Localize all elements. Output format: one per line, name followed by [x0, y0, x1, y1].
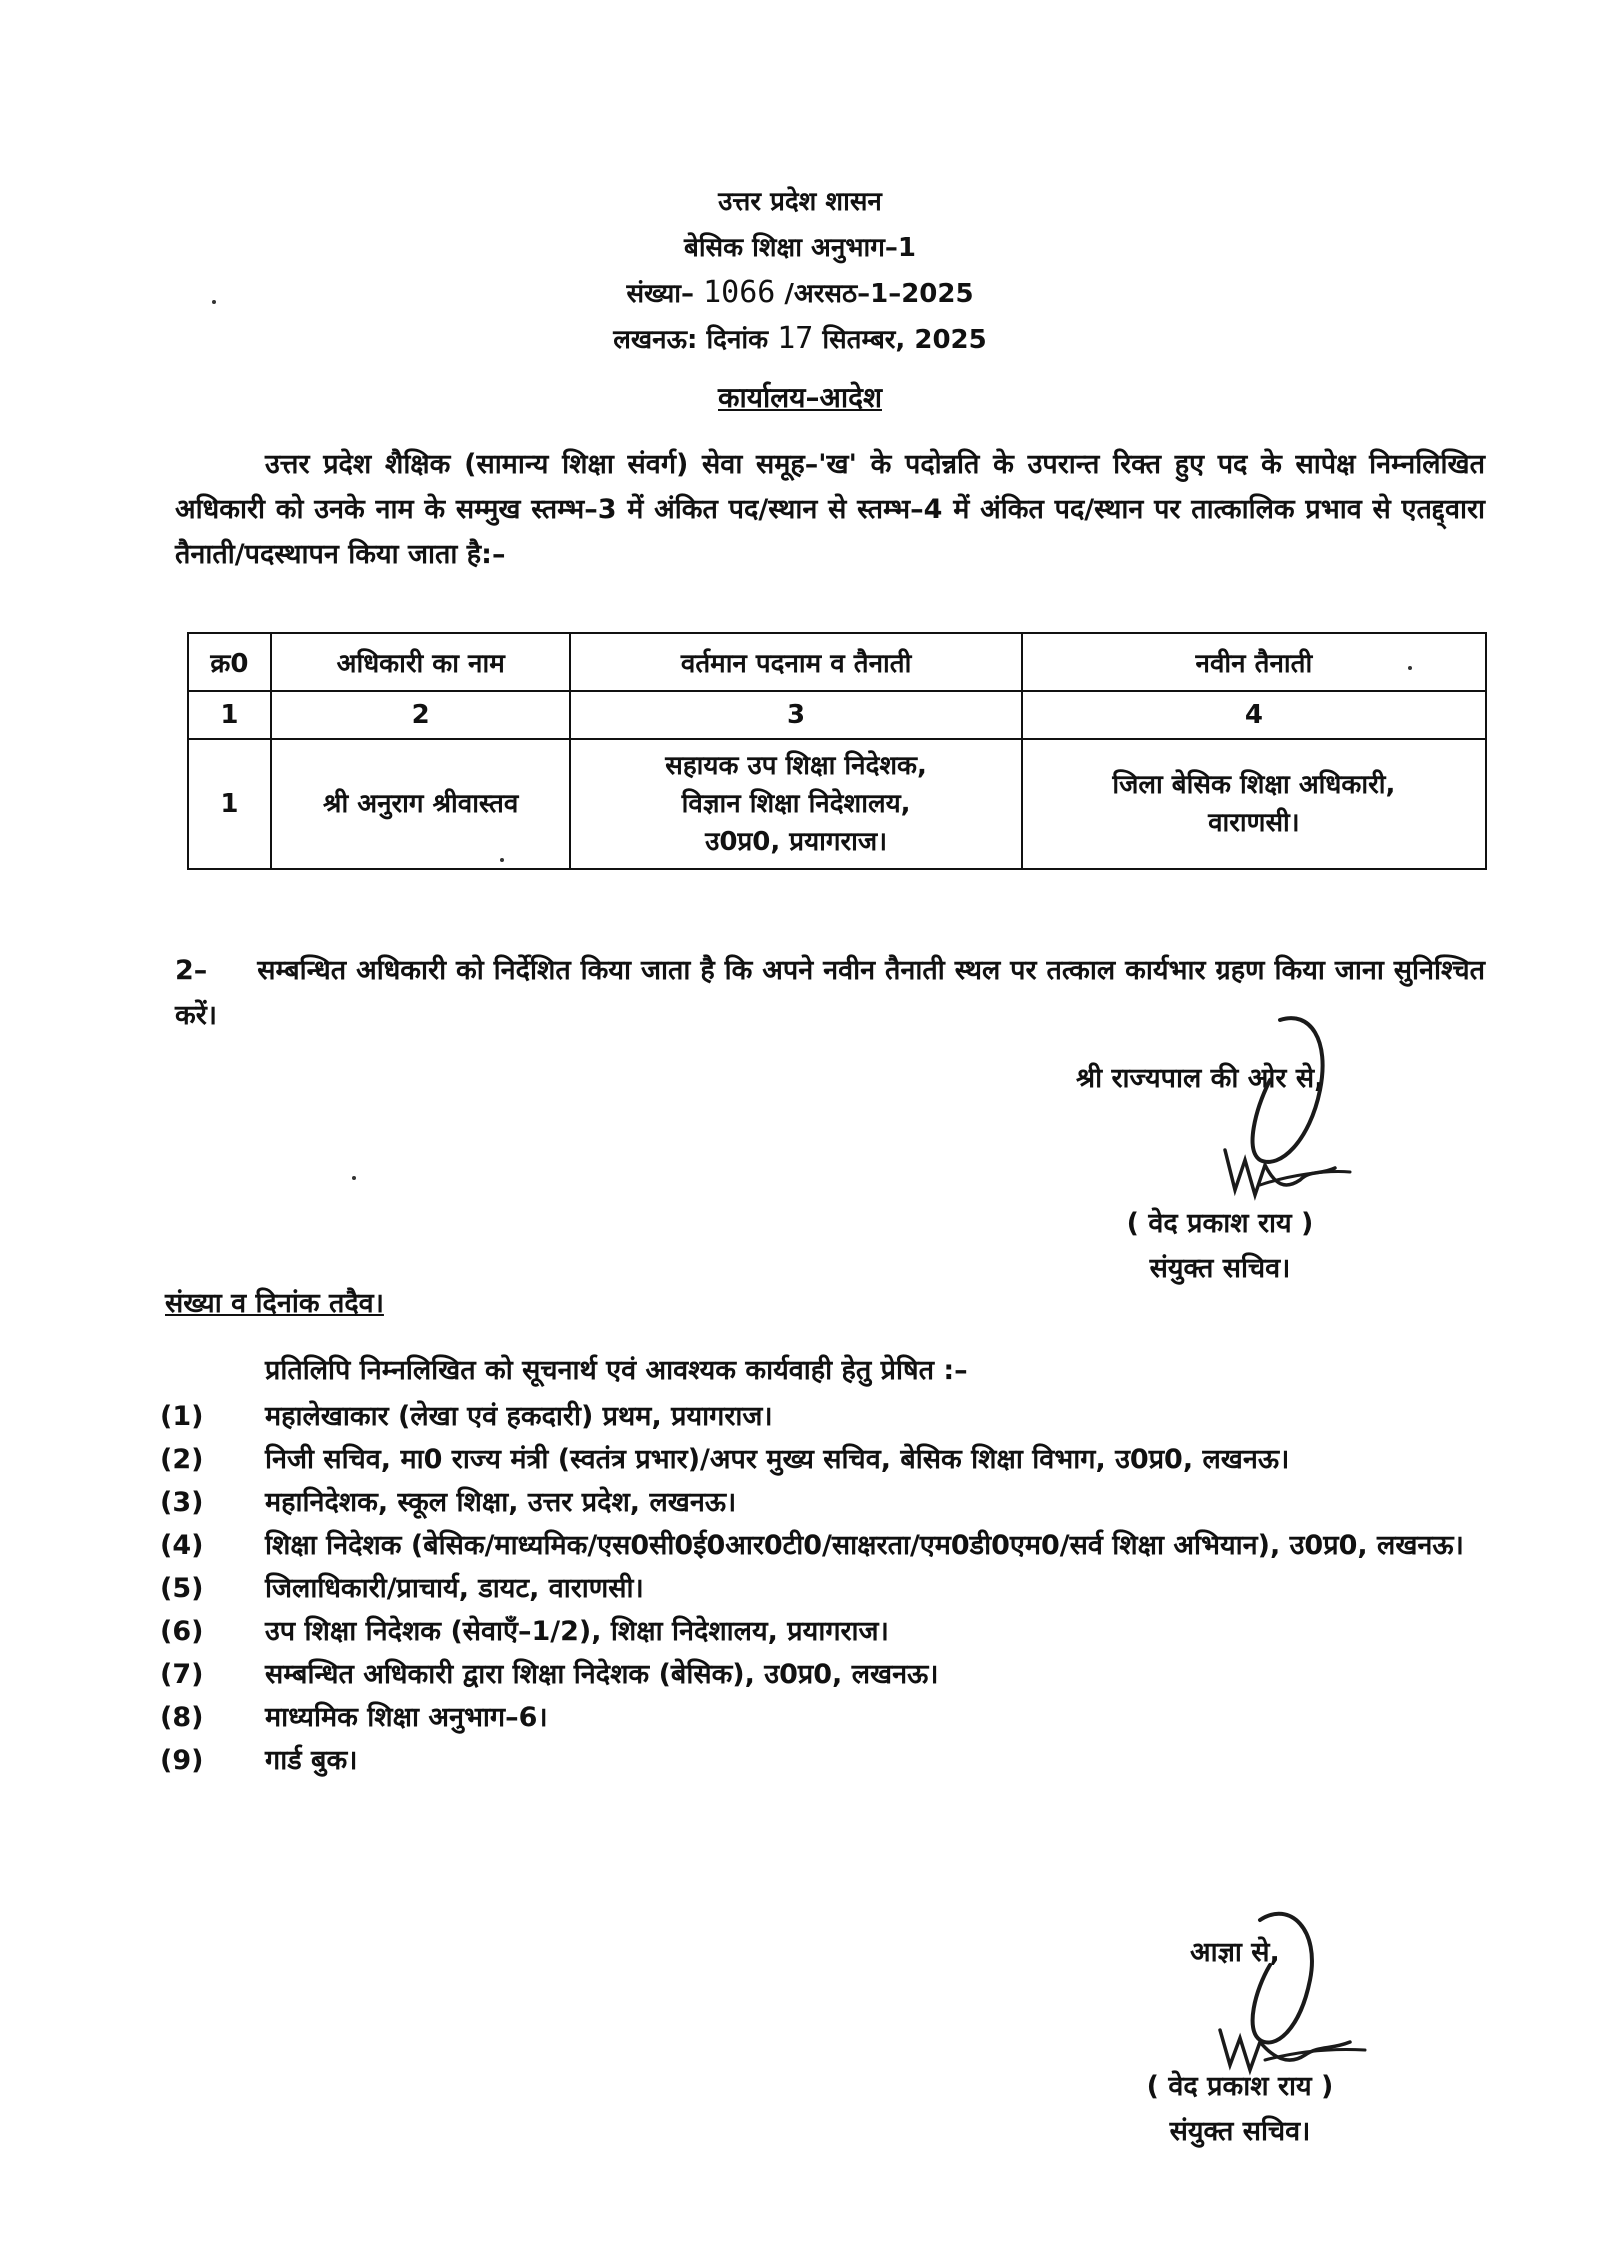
on-behalf-of-governor: श्री राज्यपाल की ओर से,: [1076, 1063, 1325, 1094]
list-item-number: (8): [160, 1702, 204, 1733]
list-item-number: (9): [160, 1745, 204, 1776]
list-item-text: शिक्षा निदेशक (बेसिक/माध्यमिक/एस0सी0ई0आर0टी0/साक्षरता/एम0डी0एम0/सर्व शिक्षा अभियान), उ0प्र0, लखनऊ।: [265, 1530, 1464, 1561]
date-label: लखनऊ: दिनांक: [613, 325, 769, 355]
list-item-number: (6): [160, 1616, 204, 1647]
reference-line: संख्या व दिनांक तदैव।: [165, 1288, 384, 1319]
list-item-number: (1): [160, 1401, 204, 1432]
list-item-number: (4): [160, 1530, 204, 1561]
column-number: 2: [271, 691, 571, 739]
list-item-text: उप शिक्षा निदेशक (सेवाएँ–1/2), शिक्षा निदेशालय, प्रयागराज।: [265, 1616, 889, 1647]
header-date: [0, 320, 1600, 356]
list-item-text: जिलाधिकारी/प्राचार्य, डायट, वाराणसी।: [265, 1573, 644, 1604]
table-column-number-row: [188, 691, 1486, 739]
copy-to-intro: प्रतिलिपि निम्नलिखित को सूचनार्थ एवं आवश्यक कार्यवाही हेतु प्रेषित :–: [265, 1355, 968, 1386]
list-item: [160, 1438, 1490, 1481]
column-number: 4: [1022, 691, 1486, 739]
by-order: आज्ञा से,: [1190, 1937, 1280, 1968]
paragraph-number: 2–: [175, 955, 208, 986]
order-paragraph-1: उत्तर प्रदेश शैक्षिक (सामान्य शिक्षा संवर्ग) सेवा समूह–'ख' के पदोन्नति के उपरान्त रिक्त हुए पद के सापेक्ष निम्नलिखित अधिकारी को उनके नाम के सम्मुख स्तम्भ–3 में अंकित पद/स्थान से स्तम्भ–4 में अंकित पद/स्थान पर तात्कालिक प्रभाव से एतद्द्वारा तैनाती/पदस्थापन किया जाता है:–: [175, 449, 1485, 570]
scan-speck: [500, 858, 504, 862]
header-section: बेसिक शिक्षा अनुभाग–1: [683, 233, 917, 263]
list-item-number: (7): [160, 1659, 204, 1690]
list-item: [160, 1567, 1490, 1610]
current-post-line: विज्ञान शिक्षा निदेशालय,: [681, 789, 911, 819]
posting-table: [187, 632, 1487, 870]
list-item: [160, 1653, 1490, 1696]
signatory-name: ( वेद प्रकाश राय ): [1146, 2071, 1334, 2102]
list-item-number: (5): [160, 1573, 204, 1604]
copy-to-list: [160, 1395, 1490, 1782]
number-label: संख्या–: [626, 279, 695, 309]
signatory-designation: संयुक्त सचिव।: [1149, 1253, 1291, 1284]
table-header-row: [188, 633, 1486, 691]
list-item: [160, 1395, 1490, 1438]
new-post-line: जिला बेसिक शिक्षा अधिकारी,: [1112, 770, 1396, 800]
list-item-number: (2): [160, 1444, 204, 1475]
new-post-line: वाराणसी।: [1208, 808, 1300, 838]
list-item-text: निजी सचिव, मा0 राज्य मंत्री (स्वतंत्र प्रभार)/अपर मुख्य सचिव, बेसिक शिक्षा विभाग, उ0प्र0, लखनऊ।: [265, 1444, 1290, 1475]
number-suffix: /अरसठ–1–2025: [784, 279, 974, 309]
signatory-designation: संयुक्त सचिव।: [1169, 2116, 1311, 2147]
scan-speck: [1408, 666, 1412, 670]
list-item: [160, 1696, 1490, 1739]
header-government: उत्तर प्रदेश शासन: [718, 187, 882, 217]
header-officer-name: अधिकारी का नाम: [271, 633, 571, 691]
list-item: [160, 1481, 1490, 1524]
date-rest: सितम्बर, 2025: [822, 325, 987, 355]
list-item: [160, 1524, 1490, 1567]
header-order-number: [0, 274, 1600, 310]
cell-officer-name: श्री अनुराग श्रीवास्तव: [271, 739, 571, 869]
list-item-text: महानिदेशक, स्कूल शिक्षा, उत्तर प्रदेश, लखनऊ।: [265, 1487, 737, 1518]
header-new-post: नवीन तैनाती: [1022, 633, 1486, 691]
signatory-name: ( वेद प्रकाश राय ): [1126, 1208, 1314, 1239]
column-number: 1: [188, 691, 271, 739]
table-row: [188, 739, 1486, 869]
cell-new-post: [1022, 739, 1486, 869]
header-sno: क्र0: [188, 633, 271, 691]
header-current-post: वर्तमान पदनाम व तैनाती: [570, 633, 1021, 691]
paragraph-text: सम्बन्धित अधिकारी को निर्देशित किया जाता है कि अपने नवीन तैनाती स्थल पर तत्काल कार्यभार ग्रहण किया जाना सुनिश्चित करें।: [175, 955, 1485, 1031]
list-item-text: माध्यमिक शिक्षा अनुभाग–6।: [265, 1702, 548, 1733]
list-item-text: गार्ड बुक।: [265, 1745, 358, 1776]
scan-speck: [352, 1176, 356, 1180]
list-item-text: महालेखाकार (लेखा एवं हकदारी) प्रथम, प्रयागराज।: [265, 1401, 773, 1432]
cell-sno: 1: [188, 739, 271, 869]
number-value: 1066: [703, 275, 776, 310]
date-day: 17: [777, 321, 814, 356]
current-post-line: सहायक उप शिक्षा निदेशक,: [665, 751, 927, 781]
order-title: कार्यालय–आदेश: [718, 381, 882, 414]
list-item: [160, 1610, 1490, 1653]
scan-speck: [212, 300, 216, 304]
list-item-number: (3): [160, 1487, 204, 1518]
list-item: [160, 1739, 1490, 1782]
list-item-text: सम्बन्धित अधिकारी द्वारा शिक्षा निदेशक (बेसिक), उ0प्र0, लखनऊ।: [265, 1659, 939, 1690]
current-post-line: उ0प्र0, प्रयागराज।: [705, 827, 888, 857]
cell-current-post: [570, 739, 1021, 869]
column-number: 3: [570, 691, 1021, 739]
